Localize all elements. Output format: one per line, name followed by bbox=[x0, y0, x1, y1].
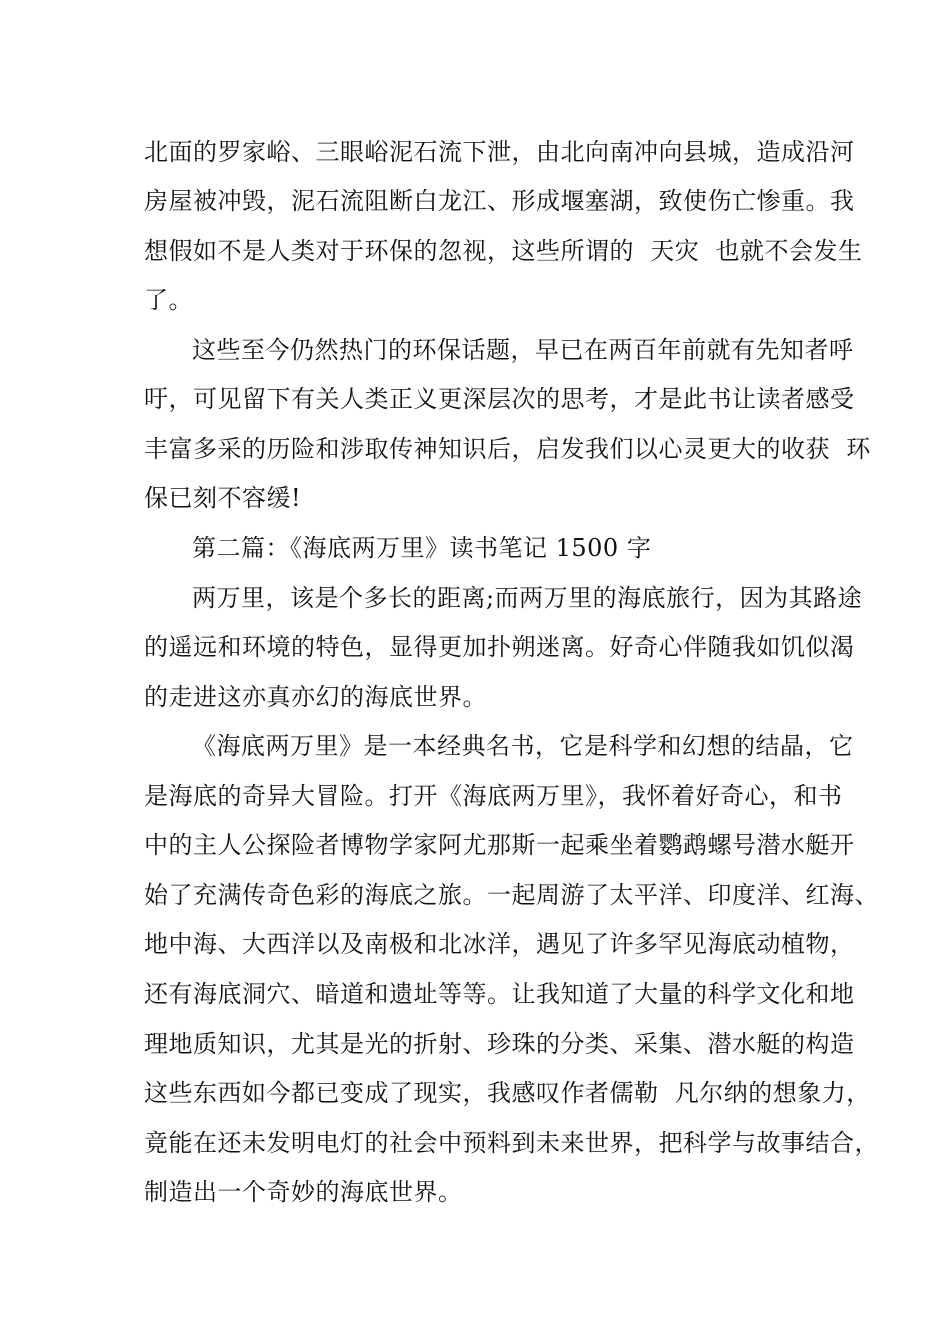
text-line: 中的主人公探险者博物学家阿尤那斯一起乘坐着鹦鹉螺号潜水艇开 bbox=[144, 831, 855, 859]
text-line: 制造出一个奇妙的海底世界。 bbox=[144, 1178, 463, 1206]
text-line: 丰富多采的历险和涉取传神知识后，启发我们以心灵更大的收获 环 bbox=[144, 435, 871, 463]
text-line: 吁，可见留下有关人类正义更深层次的思考，才是此书让读者感受 bbox=[144, 385, 855, 413]
text-line: 的走进这亦真亦幻的海底世界。 bbox=[144, 683, 487, 711]
text-line: 竟能在还未发明电灯的社会中预料到未来世界，把科学与故事结合， bbox=[144, 1129, 879, 1157]
paragraph-start-line: 《海底两万里》是一本经典名书，它是科学和幻想的结晶，它 bbox=[192, 732, 854, 760]
text-line: 房屋被冲毁，泥石流阻断白龙江、形成堰塞湖，致使伤亡惨重。我 bbox=[144, 187, 855, 215]
text-line: 还有海底洞穴、暗道和遗址等等。让我知道了大量的科学文化和地 bbox=[144, 980, 855, 1008]
paragraph-start-line: 两万里，该是个多长的距离;而两万里的海底旅行，因为其路途 bbox=[192, 584, 863, 612]
text-line: 北面的罗家峪、三眼峪泥石流下泄，由北向南冲向县城，造成沿河 bbox=[144, 138, 855, 166]
text-line: 的遥远和环境的特色，显得更加扑朔迷离。好奇心伴随我如饥似渴 bbox=[144, 633, 855, 661]
paragraph-start-line: 这些至今仍然热门的环保话题，早已在两百年前就有先知者呼 bbox=[192, 336, 854, 364]
section-heading: 第二篇：《海底两万里》读书笔记 1500 字 bbox=[192, 534, 652, 562]
text-line: 地中海、大西洋以及南极和北冰洋，遇见了许多罕见海底动植物， bbox=[144, 930, 855, 958]
text-line: 这些东西如今都已变成了现实，我感叹作者儒勒 凡尔纳的想象力， bbox=[144, 1079, 871, 1107]
text-line: 想假如不是人类对于环保的忽视，这些所谓的 天灾 也就不会发生 bbox=[144, 237, 863, 265]
text-line: 始了充满传奇色彩的海底之旅。一起周游了太平洋、印度洋、红海、 bbox=[144, 881, 879, 909]
text-line: 了。 bbox=[144, 286, 193, 314]
text-line: 保已刻不容缓! bbox=[144, 484, 302, 512]
text-line: 理地质知识，尤其是光的折射、珍珠的分类、采集、潜水艇的构造 bbox=[144, 1030, 855, 1058]
text-line: 是海底的奇异大冒险。打开《海底两万里》，我怀着好奇心，和书 bbox=[144, 782, 843, 810]
